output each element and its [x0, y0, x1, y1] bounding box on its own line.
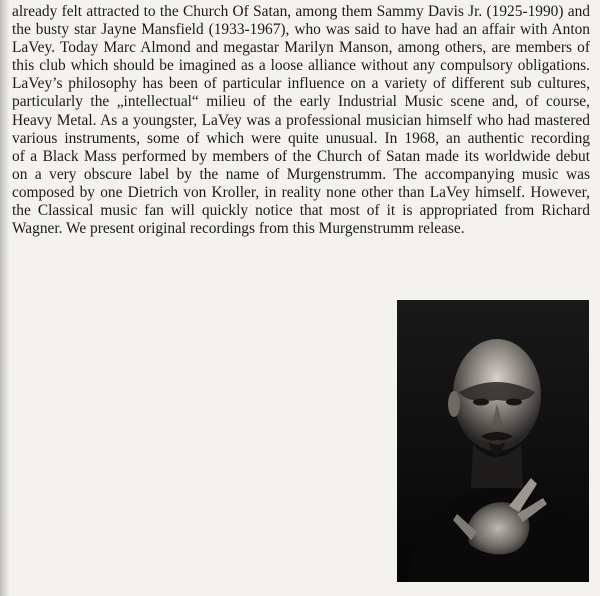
- portrait-photo: [397, 300, 589, 582]
- article-line: on a very obscure label by the name of Murgenstrumm. The accompanying music was: [12, 165, 590, 183]
- article-line: various instruments, some of which were quite unusual. In 1968, an authentic recording: [12, 129, 590, 147]
- article-line: particularly the „intellectual“ milieu of the early Industrial Music scene and, of course,: [12, 93, 590, 111]
- article-line: this club which should be imagined as a loose alliance without any compulsory obligations.: [12, 57, 590, 75]
- article-line: LaVey’s philosophy has been of particular influence on a variety of different sub cultures,: [12, 75, 590, 93]
- article-line: composed by one Dietrich von Kroller, in reality none other than LaVey himself. However,: [12, 183, 590, 201]
- article-line: Wagner. We present original recordings from this Murgenstrumm release.: [12, 220, 465, 238]
- article-line: Heavy Metal. As a youngster, LaVey was a professional musician himself who had mastered: [12, 111, 590, 129]
- article-line: LaVey. Today Marc Almond and megastar Marilyn Manson, among others, are members of: [12, 39, 590, 57]
- page-gutter-shadow: [0, 0, 9, 596]
- article-line: of a Black Mass performed by members of the Church of Satan made its worldwide debut: [12, 147, 590, 165]
- article-line: the Classical music fan will quickly notice that most of it is appropriated from Richard: [12, 202, 590, 220]
- article-line: the busty star Jayne Mansfield (1933-1967), who was said to have had an affair with Anton: [12, 21, 590, 39]
- portrait-photo-icon: [397, 300, 589, 582]
- article-line: already felt attracted to the Church Of Satan, among them Sammy Davis Jr. (1925-1990) and: [12, 3, 590, 20]
- article-body: [12, 3, 590, 238]
